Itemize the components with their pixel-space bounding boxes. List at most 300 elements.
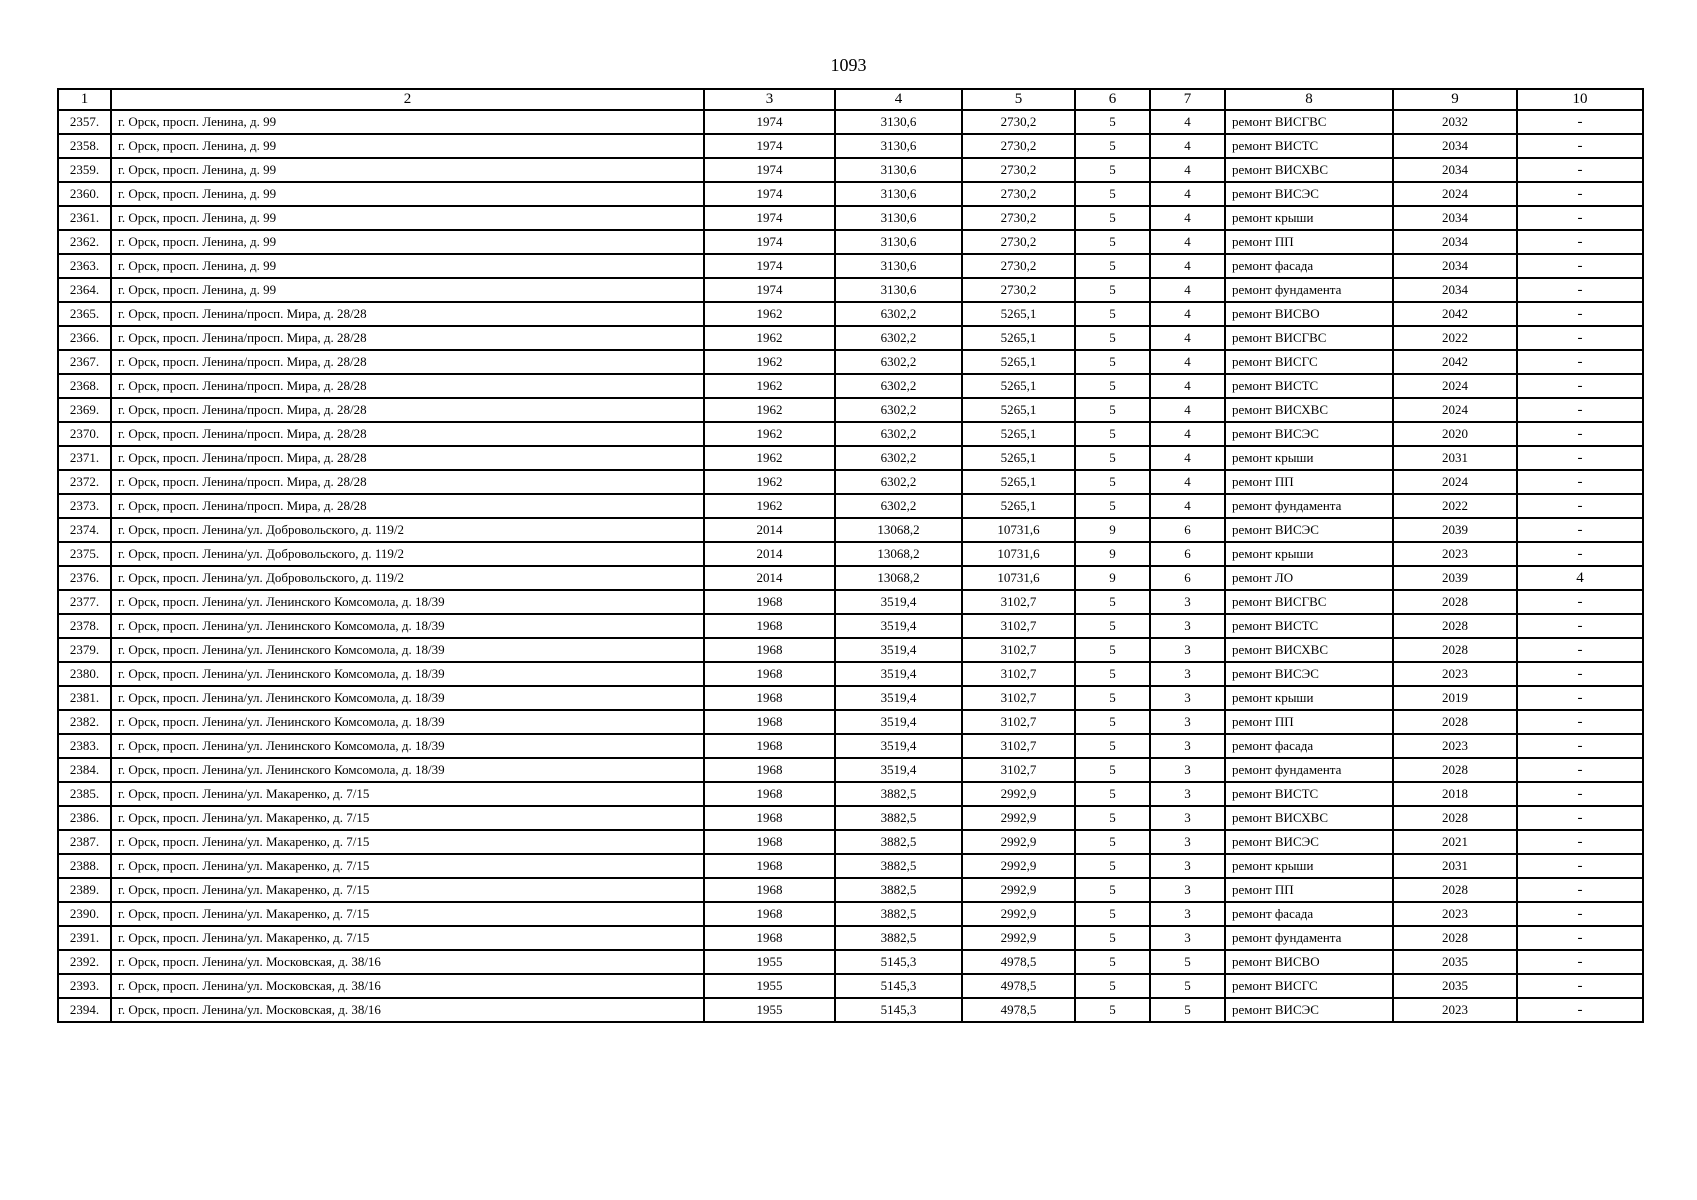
work-type-cell: ремонт ЛО [1225, 566, 1393, 590]
total-area-cell: 3519,4 [835, 662, 962, 686]
row-number-cell: 2384. [58, 758, 111, 782]
address-cell: г. Орск, просп. Ленина/ул. Московская, д. 38/16 [111, 974, 704, 998]
year-built-cell: 1968 [704, 854, 835, 878]
plan-year-cell: 2028 [1393, 758, 1517, 782]
column-10-cell: - [1517, 446, 1643, 470]
entrances-cell: 3 [1150, 614, 1225, 638]
total-area-cell: 3519,4 [835, 710, 962, 734]
total-area-cell: 6302,2 [835, 446, 962, 470]
total-area-cell: 3130,6 [835, 254, 962, 278]
entrances-cell: 4 [1150, 110, 1225, 134]
total-area-cell: 3882,5 [835, 878, 962, 902]
entrances-cell: 4 [1150, 302, 1225, 326]
living-area-cell: 2992,9 [962, 854, 1075, 878]
column-10-cell: - [1517, 542, 1643, 566]
row-number-cell: 2379. [58, 638, 111, 662]
row-number-cell: 2374. [58, 518, 111, 542]
entrances-cell: 4 [1150, 494, 1225, 518]
column-10-cell: - [1517, 614, 1643, 638]
work-type-cell: ремонт ВИСХВС [1225, 806, 1393, 830]
entrances-cell: 4 [1150, 230, 1225, 254]
living-area-cell: 3102,7 [962, 590, 1075, 614]
address-cell: г. Орск, просп. Ленина/ул. Ленинского Комсомола, д. 18/39 [111, 686, 704, 710]
entrances-cell: 5 [1150, 950, 1225, 974]
total-area-cell: 5145,3 [835, 974, 962, 998]
address-cell: г. Орск, просп. Ленина, д. 99 [111, 254, 704, 278]
living-area-cell: 2992,9 [962, 878, 1075, 902]
column-10-cell: - [1517, 494, 1643, 518]
plan-year-cell: 2034 [1393, 134, 1517, 158]
table-row [58, 590, 1643, 614]
work-type-cell: ремонт ВИСЭС [1225, 662, 1393, 686]
floors-cell: 5 [1075, 638, 1150, 662]
table-row [58, 230, 1643, 254]
year-built-cell: 2014 [704, 566, 835, 590]
work-type-cell: ремонт ВИСГВС [1225, 590, 1393, 614]
column-10-cell: - [1517, 830, 1643, 854]
plan-year-cell: 2028 [1393, 806, 1517, 830]
column-header: 6 [1075, 89, 1150, 110]
address-cell: г. Орск, просп. Ленина/просп. Мира, д. 28/28 [111, 302, 704, 326]
table-row [58, 326, 1643, 350]
table-row [58, 470, 1643, 494]
work-type-cell: ремонт ВИСГВС [1225, 326, 1393, 350]
column-header: 1 [58, 89, 111, 110]
table-row [58, 134, 1643, 158]
year-built-cell: 1968 [704, 590, 835, 614]
year-built-cell: 1968 [704, 782, 835, 806]
work-type-cell: ремонт крыши [1225, 206, 1393, 230]
row-number-cell: 2383. [58, 734, 111, 758]
address-cell: г. Орск, просп. Ленина/ул. Ленинского Комсомола, д. 18/39 [111, 758, 704, 782]
address-cell: г. Орск, просп. Ленина/ул. Макаренко, д. 7/15 [111, 878, 704, 902]
year-built-cell: 1968 [704, 662, 835, 686]
living-area-cell: 5265,1 [962, 350, 1075, 374]
table-row [58, 494, 1643, 518]
table-row [58, 254, 1643, 278]
entrances-cell: 4 [1150, 350, 1225, 374]
floors-cell: 5 [1075, 302, 1150, 326]
total-area-cell: 6302,2 [835, 350, 962, 374]
entrances-cell: 4 [1150, 158, 1225, 182]
entrances-cell: 4 [1150, 206, 1225, 230]
year-built-cell: 1968 [704, 638, 835, 662]
work-type-cell: ремонт ВИСЭС [1225, 518, 1393, 542]
row-number-cell: 2386. [58, 806, 111, 830]
entrances-cell: 3 [1150, 686, 1225, 710]
year-built-cell: 2014 [704, 518, 835, 542]
entrances-cell: 3 [1150, 758, 1225, 782]
address-cell: г. Орск, просп. Ленина/просп. Мира, д. 28/28 [111, 494, 704, 518]
floors-cell: 5 [1075, 350, 1150, 374]
living-area-cell: 2730,2 [962, 230, 1075, 254]
table-row [58, 926, 1643, 950]
year-built-cell: 1974 [704, 206, 835, 230]
living-area-cell: 2730,2 [962, 110, 1075, 134]
total-area-cell: 6302,2 [835, 470, 962, 494]
address-cell: г. Орск, просп. Ленина, д. 99 [111, 158, 704, 182]
row-number-cell: 2359. [58, 158, 111, 182]
entrances-cell: 3 [1150, 590, 1225, 614]
total-area-cell: 3130,6 [835, 110, 962, 134]
entrances-cell: 4 [1150, 134, 1225, 158]
floors-cell: 5 [1075, 278, 1150, 302]
work-type-cell: ремонт ПП [1225, 710, 1393, 734]
year-built-cell: 1974 [704, 158, 835, 182]
living-area-cell: 5265,1 [962, 398, 1075, 422]
column-10-cell: - [1517, 662, 1643, 686]
living-area-cell: 2992,9 [962, 902, 1075, 926]
address-cell: г. Орск, просп. Ленина, д. 99 [111, 278, 704, 302]
total-area-cell: 6302,2 [835, 326, 962, 350]
entrances-cell: 4 [1150, 254, 1225, 278]
column-10-cell: - [1517, 854, 1643, 878]
floors-cell: 5 [1075, 110, 1150, 134]
work-type-cell: ремонт ВИСЭС [1225, 182, 1393, 206]
table-row [58, 758, 1643, 782]
floors-cell: 5 [1075, 950, 1150, 974]
row-number-cell: 2393. [58, 974, 111, 998]
plan-year-cell: 2024 [1393, 374, 1517, 398]
entrances-cell: 3 [1150, 830, 1225, 854]
living-area-cell: 2730,2 [962, 254, 1075, 278]
row-number-cell: 2381. [58, 686, 111, 710]
column-10-cell: - [1517, 422, 1643, 446]
column-10-cell: - [1517, 326, 1643, 350]
work-type-cell: ремонт фундамента [1225, 278, 1393, 302]
entrances-cell: 3 [1150, 662, 1225, 686]
total-area-cell: 3519,4 [835, 758, 962, 782]
table-row [58, 806, 1643, 830]
address-cell: г. Орск, просп. Ленина, д. 99 [111, 230, 704, 254]
living-area-cell: 2992,9 [962, 806, 1075, 830]
row-number-cell: 2391. [58, 926, 111, 950]
living-area-cell: 5265,1 [962, 326, 1075, 350]
address-cell: г. Орск, просп. Ленина/просп. Мира, д. 28/28 [111, 350, 704, 374]
plan-year-cell: 2042 [1393, 302, 1517, 326]
housing-repair-table [57, 88, 1644, 1023]
plan-year-cell: 2031 [1393, 446, 1517, 470]
floors-cell: 9 [1075, 542, 1150, 566]
column-10-cell: - [1517, 638, 1643, 662]
living-area-cell: 2730,2 [962, 158, 1075, 182]
entrances-cell: 5 [1150, 974, 1225, 998]
row-number-cell: 2385. [58, 782, 111, 806]
plan-year-cell: 2023 [1393, 998, 1517, 1022]
total-area-cell: 13068,2 [835, 542, 962, 566]
year-built-cell: 1955 [704, 974, 835, 998]
living-area-cell: 10731,6 [962, 542, 1075, 566]
column-10-cell: 4 [1517, 566, 1643, 590]
total-area-cell: 6302,2 [835, 302, 962, 326]
row-number-cell: 2358. [58, 134, 111, 158]
entrances-cell: 3 [1150, 854, 1225, 878]
table-row [58, 830, 1643, 854]
plan-year-cell: 2034 [1393, 230, 1517, 254]
living-area-cell: 10731,6 [962, 566, 1075, 590]
total-area-cell: 5145,3 [835, 998, 962, 1022]
entrances-cell: 3 [1150, 806, 1225, 830]
floors-cell: 5 [1075, 614, 1150, 638]
entrances-cell: 3 [1150, 782, 1225, 806]
floors-cell: 5 [1075, 662, 1150, 686]
plan-year-cell: 2039 [1393, 566, 1517, 590]
total-area-cell: 13068,2 [835, 566, 962, 590]
plan-year-cell: 2024 [1393, 398, 1517, 422]
table-row [58, 902, 1643, 926]
living-area-cell: 3102,7 [962, 662, 1075, 686]
floors-cell: 5 [1075, 902, 1150, 926]
entrances-cell: 6 [1150, 566, 1225, 590]
row-number-cell: 2392. [58, 950, 111, 974]
total-area-cell: 3519,4 [835, 734, 962, 758]
total-area-cell: 3519,4 [835, 638, 962, 662]
column-10-cell: - [1517, 926, 1643, 950]
work-type-cell: ремонт ВИСХВС [1225, 398, 1393, 422]
plan-year-cell: 2021 [1393, 830, 1517, 854]
column-10-cell: - [1517, 950, 1643, 974]
living-area-cell: 3102,7 [962, 614, 1075, 638]
work-type-cell: ремонт крыши [1225, 446, 1393, 470]
row-number-cell: 2389. [58, 878, 111, 902]
address-cell: г. Орск, просп. Ленина/ул. Макаренко, д. 7/15 [111, 854, 704, 878]
floors-cell: 5 [1075, 134, 1150, 158]
table-row [58, 158, 1643, 182]
total-area-cell: 6302,2 [835, 374, 962, 398]
address-cell: г. Орск, просп. Ленина/ул. Ленинского Комсомола, д. 18/39 [111, 638, 704, 662]
entrances-cell: 4 [1150, 470, 1225, 494]
table-row [58, 998, 1643, 1022]
plan-year-cell: 2034 [1393, 158, 1517, 182]
entrances-cell: 6 [1150, 542, 1225, 566]
year-built-cell: 1968 [704, 902, 835, 926]
header-row [58, 89, 1643, 110]
column-header: 9 [1393, 89, 1517, 110]
row-number-cell: 2363. [58, 254, 111, 278]
work-type-cell: ремонт ВИСГС [1225, 350, 1393, 374]
address-cell: г. Орск, просп. Ленина/ул. Макаренко, д. 7/15 [111, 902, 704, 926]
row-number-cell: 2365. [58, 302, 111, 326]
plan-year-cell: 2028 [1393, 710, 1517, 734]
floors-cell: 5 [1075, 254, 1150, 278]
plan-year-cell: 2034 [1393, 206, 1517, 230]
year-built-cell: 1974 [704, 182, 835, 206]
plan-year-cell: 2028 [1393, 614, 1517, 638]
row-number-cell: 2372. [58, 470, 111, 494]
plan-year-cell: 2028 [1393, 926, 1517, 950]
total-area-cell: 3882,5 [835, 782, 962, 806]
table-body [58, 110, 1643, 1022]
address-cell: г. Орск, просп. Ленина/ул. Ленинского Комсомола, д. 18/39 [111, 614, 704, 638]
column-10-cell: - [1517, 302, 1643, 326]
table-row [58, 878, 1643, 902]
address-cell: г. Орск, просп. Ленина/ул. Макаренко, д. 7/15 [111, 926, 704, 950]
row-number-cell: 2364. [58, 278, 111, 302]
total-area-cell: 3882,5 [835, 902, 962, 926]
work-type-cell: ремонт крыши [1225, 542, 1393, 566]
work-type-cell: ремонт ВИСВО [1225, 302, 1393, 326]
floors-cell: 5 [1075, 854, 1150, 878]
table-row [58, 566, 1643, 590]
year-built-cell: 1974 [704, 254, 835, 278]
entrances-cell: 6 [1150, 518, 1225, 542]
table-row [58, 782, 1643, 806]
address-cell: г. Орск, просп. Ленина, д. 99 [111, 110, 704, 134]
floors-cell: 5 [1075, 182, 1150, 206]
column-10-cell: - [1517, 518, 1643, 542]
entrances-cell: 3 [1150, 902, 1225, 926]
year-built-cell: 1962 [704, 398, 835, 422]
total-area-cell: 3882,5 [835, 830, 962, 854]
address-cell: г. Орск, просп. Ленина, д. 99 [111, 206, 704, 230]
plan-year-cell: 2018 [1393, 782, 1517, 806]
entrances-cell: 3 [1150, 638, 1225, 662]
living-area-cell: 2992,9 [962, 926, 1075, 950]
floors-cell: 5 [1075, 158, 1150, 182]
column-10-cell: - [1517, 398, 1643, 422]
work-type-cell: ремонт ВИСГС [1225, 974, 1393, 998]
row-number-cell: 2378. [58, 614, 111, 638]
table-row [58, 542, 1643, 566]
plan-year-cell: 2023 [1393, 902, 1517, 926]
table-row [58, 974, 1643, 998]
work-type-cell: ремонт ПП [1225, 230, 1393, 254]
row-number-cell: 2367. [58, 350, 111, 374]
plan-year-cell: 2035 [1393, 950, 1517, 974]
row-number-cell: 2362. [58, 230, 111, 254]
column-10-cell: - [1517, 758, 1643, 782]
work-type-cell: ремонт крыши [1225, 854, 1393, 878]
floors-cell: 5 [1075, 446, 1150, 470]
column-10-cell: - [1517, 590, 1643, 614]
work-type-cell: ремонт ВИСТС [1225, 374, 1393, 398]
year-built-cell: 1962 [704, 374, 835, 398]
plan-year-cell: 2034 [1393, 254, 1517, 278]
total-area-cell: 3519,4 [835, 686, 962, 710]
row-number-cell: 2361. [58, 206, 111, 230]
living-area-cell: 5265,1 [962, 494, 1075, 518]
address-cell: г. Орск, просп. Ленина/просп. Мира, д. 28/28 [111, 398, 704, 422]
floors-cell: 5 [1075, 710, 1150, 734]
entrances-cell: 3 [1150, 734, 1225, 758]
living-area-cell: 3102,7 [962, 734, 1075, 758]
work-type-cell: ремонт крыши [1225, 686, 1393, 710]
year-built-cell: 1955 [704, 998, 835, 1022]
floors-cell: 5 [1075, 830, 1150, 854]
address-cell: г. Орск, просп. Ленина/просп. Мира, д. 28/28 [111, 326, 704, 350]
column-header: 2 [111, 89, 704, 110]
living-area-cell: 3102,7 [962, 758, 1075, 782]
table-row [58, 350, 1643, 374]
plan-year-cell: 2034 [1393, 278, 1517, 302]
work-type-cell: ремонт ВИСТС [1225, 134, 1393, 158]
floors-cell: 9 [1075, 566, 1150, 590]
address-cell: г. Орск, просп. Ленина/просп. Мира, д. 28/28 [111, 470, 704, 494]
column-header: 3 [704, 89, 835, 110]
plan-year-cell: 2039 [1393, 518, 1517, 542]
floors-cell: 5 [1075, 974, 1150, 998]
column-header: 8 [1225, 89, 1393, 110]
table-row [58, 638, 1643, 662]
table-row [58, 710, 1643, 734]
living-area-cell: 2730,2 [962, 206, 1075, 230]
address-cell: г. Орск, просп. Ленина/просп. Мира, д. 28/28 [111, 374, 704, 398]
total-area-cell: 6302,2 [835, 422, 962, 446]
floors-cell: 5 [1075, 758, 1150, 782]
living-area-cell: 5265,1 [962, 422, 1075, 446]
column-10-cell: - [1517, 734, 1643, 758]
entrances-cell: 4 [1150, 374, 1225, 398]
floors-cell: 5 [1075, 470, 1150, 494]
year-built-cell: 2014 [704, 542, 835, 566]
row-number-cell: 2369. [58, 398, 111, 422]
floors-cell: 5 [1075, 230, 1150, 254]
column-10-cell: - [1517, 230, 1643, 254]
total-area-cell: 3882,5 [835, 926, 962, 950]
year-built-cell: 1968 [704, 686, 835, 710]
floors-cell: 5 [1075, 926, 1150, 950]
row-number-cell: 2387. [58, 830, 111, 854]
row-number-cell: 2380. [58, 662, 111, 686]
row-number-cell: 2373. [58, 494, 111, 518]
year-built-cell: 1968 [704, 614, 835, 638]
row-number-cell: 2370. [58, 422, 111, 446]
column-10-cell: - [1517, 206, 1643, 230]
address-cell: г. Орск, просп. Ленина/ул. Ленинского Комсомола, д. 18/39 [111, 734, 704, 758]
year-built-cell: 1974 [704, 110, 835, 134]
year-built-cell: 1968 [704, 830, 835, 854]
address-cell: г. Орск, просп. Ленина/ул. Московская, д. 38/16 [111, 950, 704, 974]
work-type-cell: ремонт ВИСЭС [1225, 422, 1393, 446]
address-cell: г. Орск, просп. Ленина/просп. Мира, д. 28/28 [111, 446, 704, 470]
row-number-cell: 2388. [58, 854, 111, 878]
table-row [58, 374, 1643, 398]
living-area-cell: 5265,1 [962, 470, 1075, 494]
floors-cell: 5 [1075, 806, 1150, 830]
year-built-cell: 1974 [704, 278, 835, 302]
table-row [58, 950, 1643, 974]
column-10-cell: - [1517, 686, 1643, 710]
table-row [58, 662, 1643, 686]
address-cell: г. Орск, просп. Ленина/ул. Макаренко, д. 7/15 [111, 830, 704, 854]
living-area-cell: 5265,1 [962, 302, 1075, 326]
address-cell: г. Орск, просп. Ленина/ул. Ленинского Комсомола, д. 18/39 [111, 710, 704, 734]
work-type-cell: ремонт ПП [1225, 470, 1393, 494]
entrances-cell: 4 [1150, 182, 1225, 206]
row-number-cell: 2360. [58, 182, 111, 206]
floors-cell: 5 [1075, 998, 1150, 1022]
address-cell: г. Орск, просп. Ленина/ул. Ленинского Комсомола, д. 18/39 [111, 662, 704, 686]
year-built-cell: 1955 [704, 950, 835, 974]
table-row [58, 302, 1643, 326]
work-type-cell: ремонт ВИСХВС [1225, 158, 1393, 182]
living-area-cell: 2730,2 [962, 278, 1075, 302]
table-row [58, 854, 1643, 878]
year-built-cell: 1962 [704, 494, 835, 518]
work-type-cell: ремонт ВИСЭС [1225, 830, 1393, 854]
entrances-cell: 4 [1150, 326, 1225, 350]
year-built-cell: 1974 [704, 230, 835, 254]
column-header: 5 [962, 89, 1075, 110]
row-number-cell: 2371. [58, 446, 111, 470]
living-area-cell: 2730,2 [962, 134, 1075, 158]
total-area-cell: 3882,5 [835, 854, 962, 878]
floors-cell: 5 [1075, 326, 1150, 350]
table-row [58, 614, 1643, 638]
total-area-cell: 3882,5 [835, 806, 962, 830]
row-number-cell: 2375. [58, 542, 111, 566]
plan-year-cell: 2023 [1393, 662, 1517, 686]
